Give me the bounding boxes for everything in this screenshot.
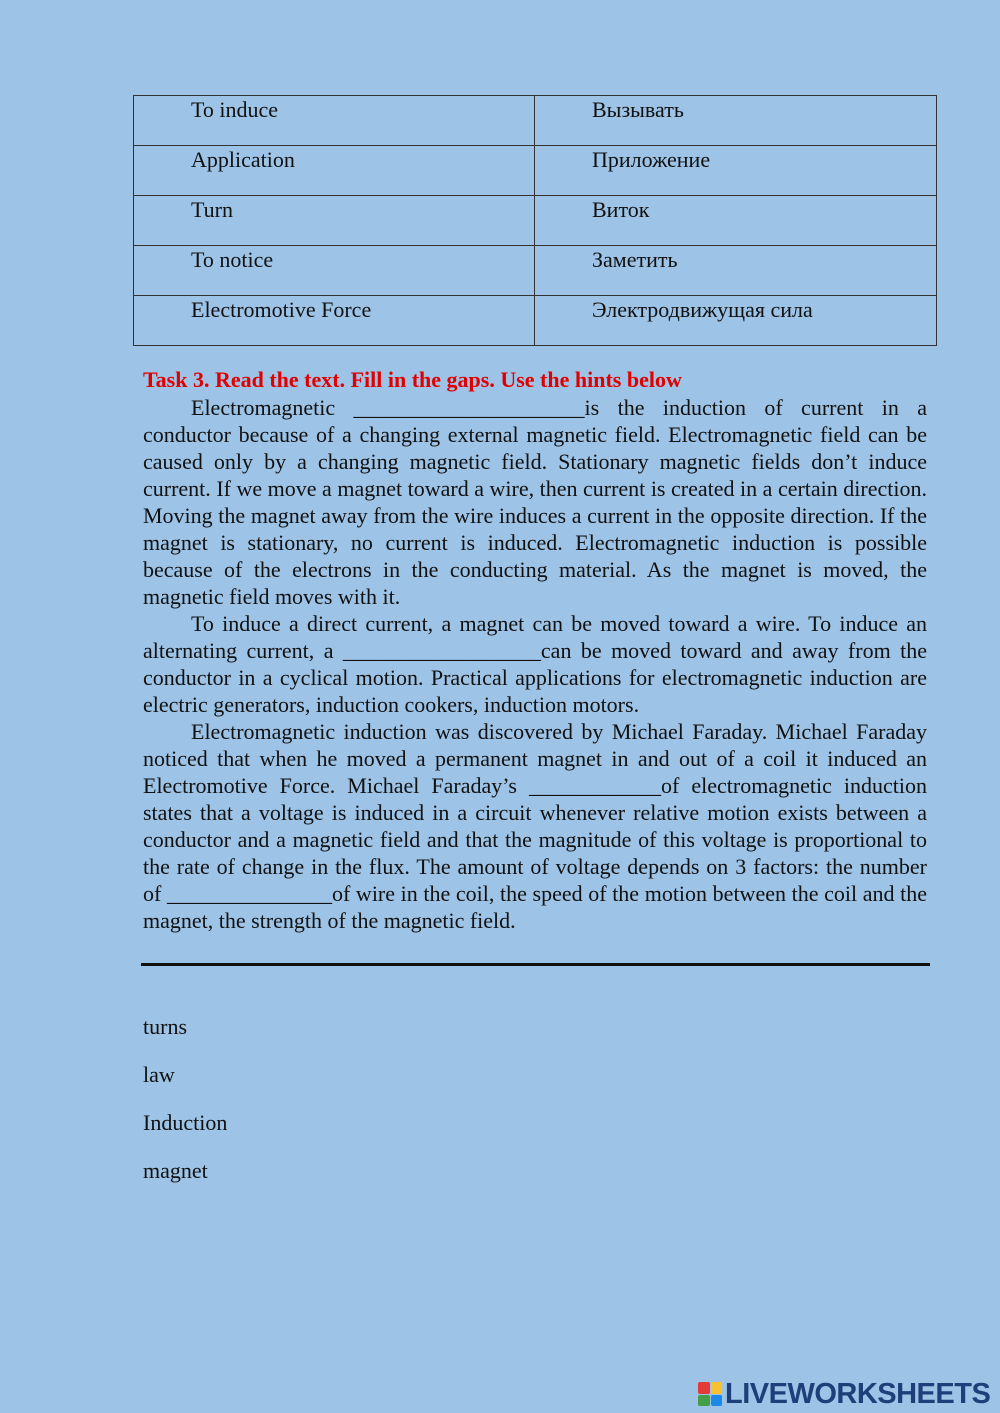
gap-3[interactable]: ____________	[529, 773, 661, 798]
hint-word[interactable]: law	[143, 1062, 175, 1087]
hint-word[interactable]: magnet	[143, 1158, 208, 1183]
hint-word[interactable]: turns	[143, 1014, 187, 1039]
text-segment: Electromagnetic	[191, 395, 354, 420]
text-paragraph-2	[143, 610, 927, 718]
vocab-row	[134, 146, 937, 196]
text-segment: To induce a direct current, a magnet can be moved toward a wire. To induce an alternating current, a	[143, 611, 927, 663]
vocab-russian: Заметить	[535, 246, 937, 296]
logo-square	[711, 1395, 723, 1407]
text-segment: of electromagnetic induction states that a voltage is induced in a circuit whenever relative motion exists between a conductor and a magnetic field and that the magnitude of this voltage is proportional to the rate of change in the flux. The amount of voltage depends on 3 factors: the number of	[143, 773, 927, 906]
vocab-row	[134, 246, 937, 296]
text-segment: can be moved toward and away from the conductor in a cyclical motion. Practical applications for electromagnetic induction are electric generators, induction cookers, induction motors.	[143, 638, 927, 717]
vocab-russian: Виток	[535, 196, 937, 246]
vocab-english: To induce	[134, 96, 535, 146]
gap-2[interactable]: __________________	[342, 638, 541, 663]
text-segment: of wire in the coil, the speed of the motion between the coil and the magnet, the strength of the magnetic field.	[143, 881, 927, 933]
logo-text: LIVEWORKSHEETS	[725, 1377, 991, 1410]
vocab-row	[134, 196, 937, 246]
vocab-english: Electromotive Force	[134, 296, 535, 346]
vocab-english: Application	[134, 146, 535, 196]
logo-square	[698, 1382, 710, 1394]
vocab-russian: Электродвижущая сила	[535, 296, 937, 346]
gap-4[interactable]: _______________	[166, 881, 332, 906]
logo-mark-icon	[698, 1382, 722, 1406]
text-paragraph-3	[143, 718, 927, 934]
hint-list	[143, 1014, 227, 1206]
vocab-russian: Вызывать	[535, 96, 937, 146]
vocab-row	[134, 296, 937, 346]
vocab-russian: Приложение	[535, 146, 937, 196]
liveworksheets-logo	[698, 1378, 990, 1410]
logo-square	[711, 1382, 723, 1394]
vocab-row	[134, 96, 937, 146]
gap-1[interactable]: _____________________	[353, 395, 585, 420]
text-segment: is the induction of current in a conductor because of a changing external magnetic field. Electromagnetic field can be caused only by a changing magnetic field. Stationary magnetic fields don’t induce current. If we move a magnet toward a wire, then current is created in a certain direction. Moving the magnet away from the wire induces a current in the opposite direction. If the magnet is stationary, no current is induced. Electromagnetic induction is possible because of the electrons in the conducting material. As the magnet is moved, the magnetic field moves with it.	[143, 395, 927, 609]
vocab-english: To notice	[134, 246, 535, 296]
hint-word[interactable]: Induction	[143, 1110, 228, 1135]
task-title: Task 3. Read the text. Fill in the gaps. Use the hints below	[143, 367, 682, 392]
text-paragraph-1	[143, 394, 927, 610]
task-text	[143, 394, 927, 934]
logo-square	[698, 1395, 710, 1407]
text-segment: Electromagnetic induction was discovered by Michael Faraday. Michael Faraday noticed that when he moved a permanent magnet in and out of a coil it induced an Electromotive Force. Michael Faraday’s	[143, 719, 927, 798]
vocab-english: Turn	[134, 196, 535, 246]
divider-rule	[141, 963, 930, 966]
vocabulary-table	[133, 95, 937, 346]
